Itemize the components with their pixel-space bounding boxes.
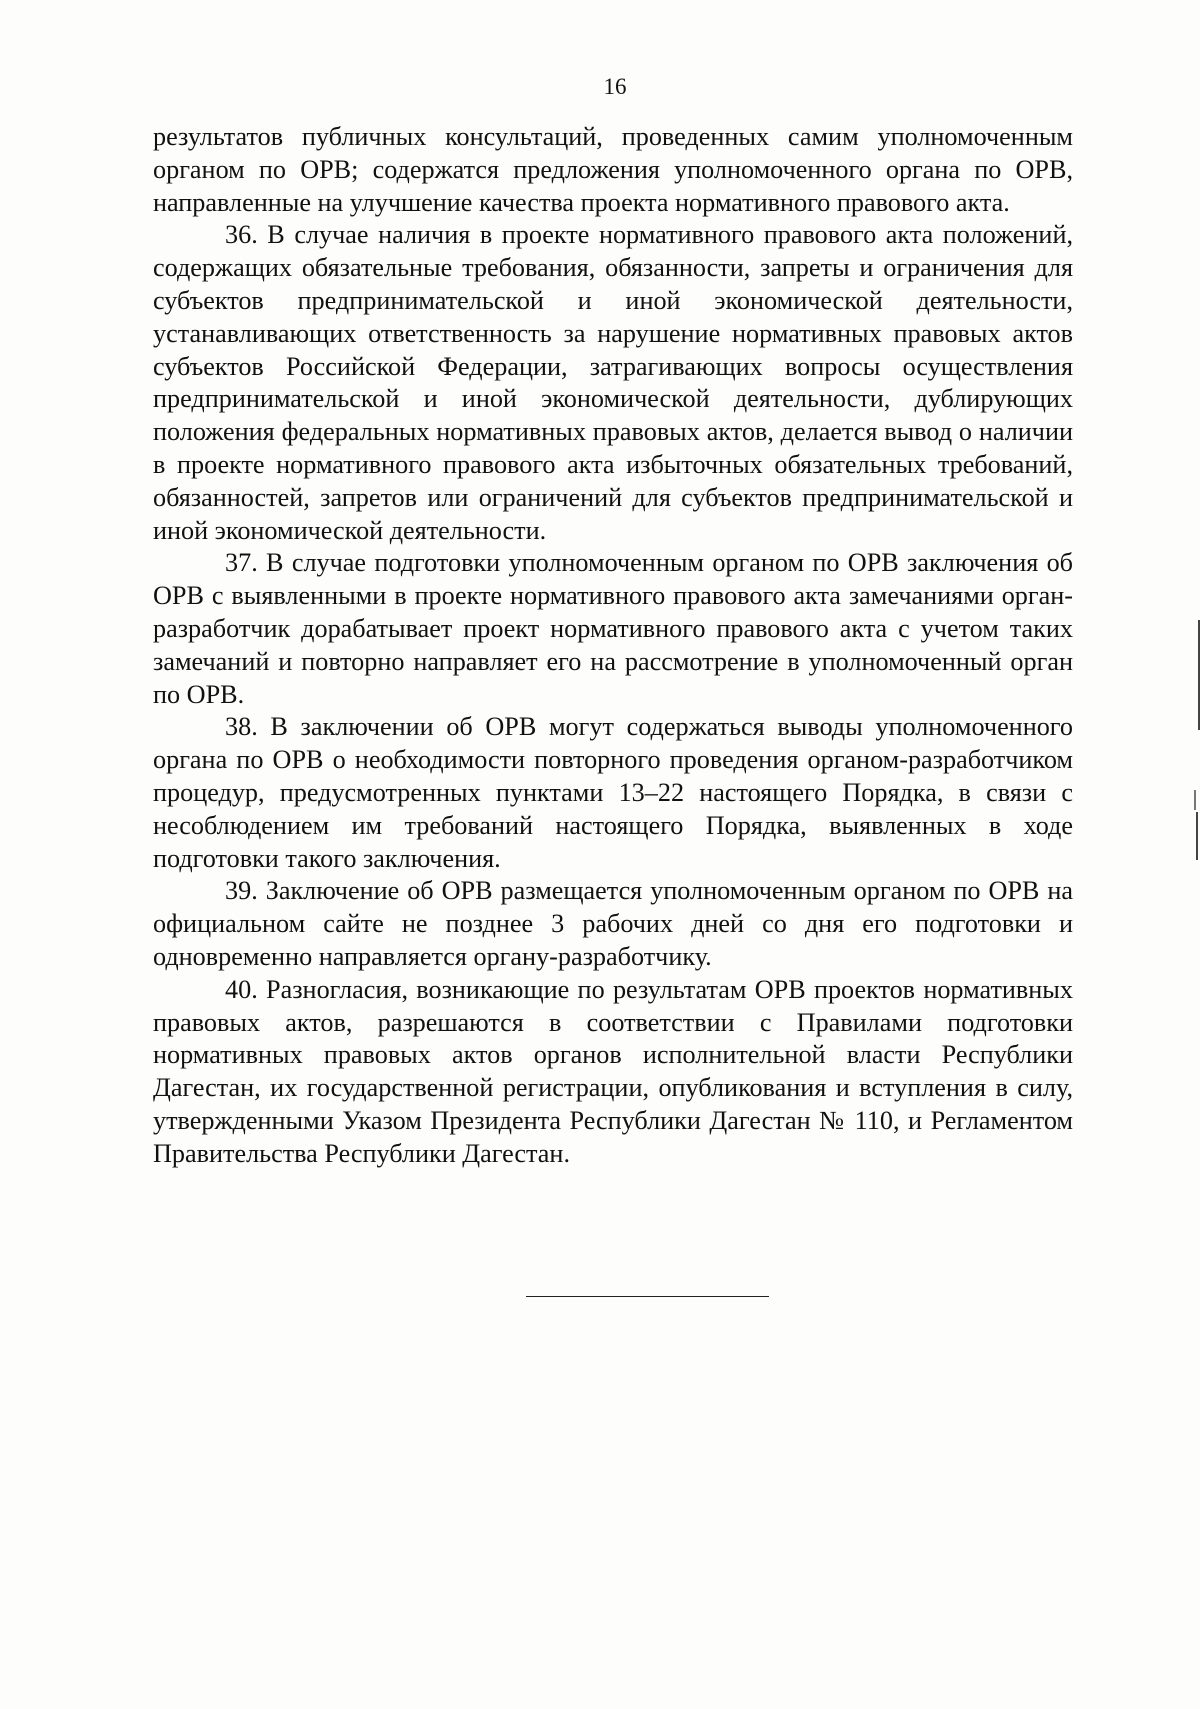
scan-edge-mark bbox=[1194, 790, 1196, 810]
paragraph-item-38: 38. В заключении об ОРВ могут содержаться выводы уполномоченного органа по ОРВ о необходимости повторного проведения органом-разработчиком процедур, предусмотренных пунктами 13–22 настоящего Порядка, в связи с несоблюдением им требований настоящего Порядка, выявленных в ходе подготовки такого заключения. bbox=[153, 712, 1073, 873]
paragraph-item-37: 37. В случае подготовки уполномоченным органом по ОРВ заключения об ОРВ с выявленными в проекте нормативного правового акта замечаниями орган-разработчик дорабатывает проект нормативного правового акта с учетом таких замечаний и повторно направляет его на рассмотрение в уполномоченный орган по ОРВ. bbox=[153, 548, 1073, 709]
page-number: 16 bbox=[603, 74, 627, 99]
paragraph-item-39: 39. Заключение об ОРВ размещается уполномоченным органом по ОРВ на официальном сайте не позднее 3 рабочих дней со дня его подготовки и одновременно направляется органу-разработчику. bbox=[153, 876, 1073, 971]
paragraph-item-36: 36. В случае наличия в проекте нормативного правового акта положений, содержащих обязательные требования, обязанности, запреты и ограничения для субъектов предпринимательской и иной экономической деятельности, устанавливающих ответственность за нарушение нормативных правовых актов субъектов Российской Федерации, затрагивающих вопросы осуществления предпринимательской и иной экономической деятельности, дублирующих положения федеральных нормативных правовых актов, делается вывод о наличии в проекте нормативного правового акта избыточных обязательных требований, обязанностей, запретов или ограничений для субъектов предпринимательской и иной экономической деятельности. bbox=[153, 220, 1073, 545]
scan-edge-mark bbox=[1196, 812, 1198, 860]
end-of-document-rule bbox=[526, 1296, 769, 1297]
paragraph-continuation: результатов публичных консультаций, проведенных самим уполномоченным органом по ОРВ; содержатся предложения уполномоченного органа по ОРВ, направленные на улучшение качества проекта нормативного правового акта. bbox=[153, 122, 1073, 217]
document-body bbox=[153, 121, 1073, 1171]
paragraph-item-40: 40. Разногласия, возникающие по результатам ОРВ проектов нормативных правовых актов, разрешаются в соответствии с Правилами подготовки нормативных правовых актов органов исполнительной власти Республики Дагестан, их государственной регистрации, опубликования и вступления в силу, утвержденными Указом Президента Республики Дагестан № 110, и Регламентом Правительства Республики Дагестан. bbox=[153, 974, 1073, 1168]
